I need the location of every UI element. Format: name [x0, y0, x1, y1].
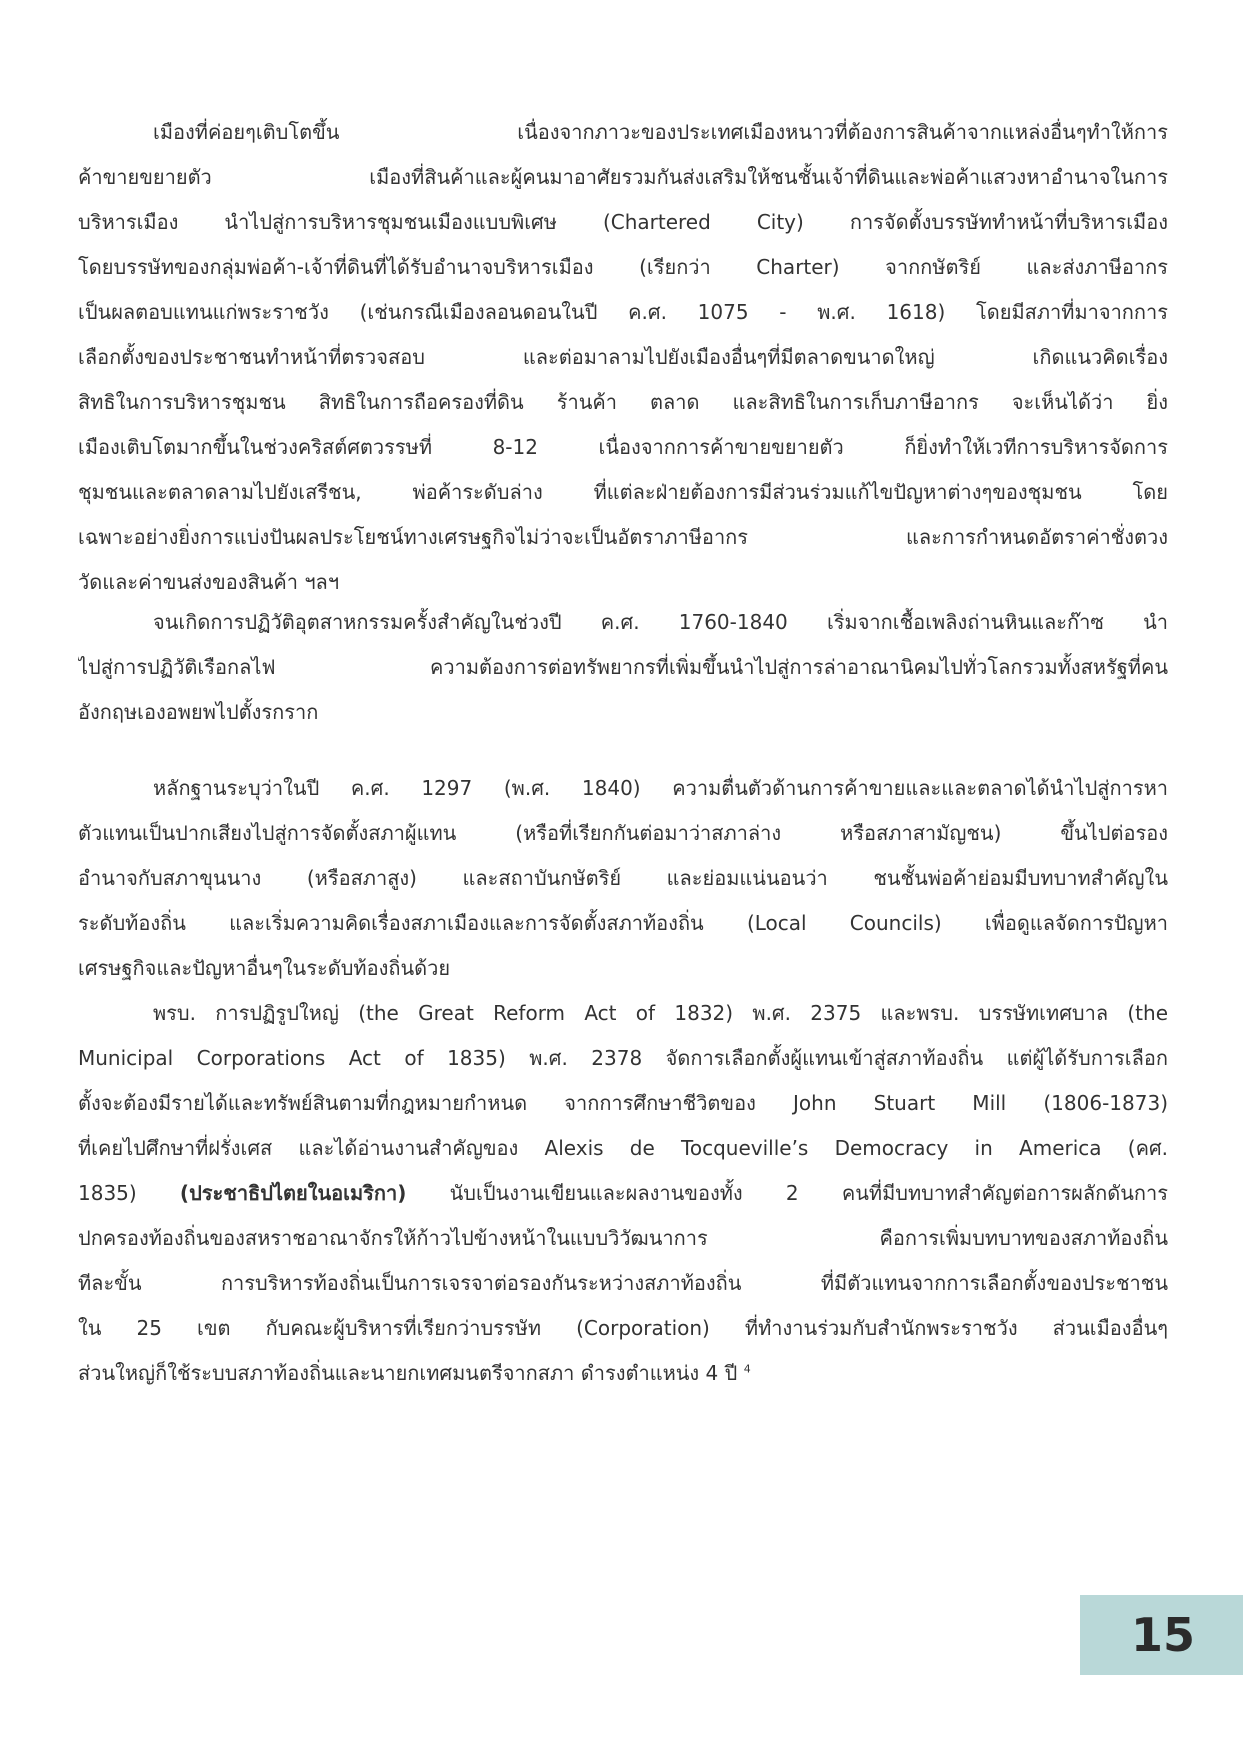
page-number: 15 — [1130, 1608, 1195, 1662]
text-line: เป็นผลตอบแทนแก่พระราชวัง (เช่นกรณีเมืองลอนดอนในปี ค.ศ. 1075 - พ.ศ. 1618) โดยมีสภาที่มาจากการ — [78, 300, 1168, 324]
text-line: ใน 25 เขต กับคณะผู้บริหารที่เรียกว่าบรรษัท (Corporation) ที่ทำงานร่วมกับสำนักพระราชวัง ส่วนเมืองอื่นๆ — [78, 1316, 1168, 1340]
text-line: เศรษฐกิจและปัญหาอื่นๆในระดับท้องถิ่นด้วย — [78, 956, 451, 980]
text-line: ที่เคยไปศึกษาที่ฝรั่งเศส และได้อ่านงานสำคัญของ Alexis de Tocqueville’s Democracy in America (คศ. — [78, 1136, 1168, 1160]
paragraph-3 — [78, 766, 1168, 991]
paragraph-2 — [78, 600, 1168, 735]
text-line-rest: นับเป็นงานเขียนและผลงานของทั้ง 2 คนที่มีบทบาทสำคัญต่อการผลักดันการ — [449, 1181, 1168, 1205]
text-line: หลักฐานระบุว่าในปี ค.ศ. 1297 (พ.ศ. 1840) ความตื่นตัวด้านการค้าขายและและตลาดได้นำไปสู่การหา — [153, 776, 1168, 800]
text-line — [78, 1351, 1168, 1396]
text-line: อำนาจกับสภาขุนนาง (หรือสภาสูง) และสถาบันกษัตริย์ และย่อมแน่นอนว่า ชนชั้นพ่อค้าย่อมมีบทบาทสำคัญใน — [78, 866, 1168, 890]
text-line: ชุมชนและตลาดลามไปยังเสรีชน, พ่อค้าระดับล่าง ที่แต่ละฝ่ายต้องการมีส่วนร่วมแก้ไขปัญหาต่างๆของชุมชน โดย — [78, 480, 1168, 504]
text-line: ไปสู่การปฏิวัติเรือกลไฟ ความต้องการต่อทรัพยากรที่เพิ่มขึ้นนำไปสู่การล่าอาณานิคมไปทั่วโลกรวมทั้งสหรัฐที่คน — [78, 655, 1168, 679]
text-line: พรบ. การปฏิรูปใหญ่ (the Great Reform Act of 1832) พ.ศ. 2375 และพรบ. บรรษัทเทศบาล (the — [153, 1001, 1168, 1025]
text-line: อังกฤษเองอพยพไปตั้งรกราก — [78, 700, 319, 724]
text-line-final: ส่วนใหญ่ก็ใช้ระบบสภาท้องถิ่นและนายกเทศมนตรีจากสภา ดำรงตำแหน่ง 4 ปี — [78, 1361, 738, 1385]
text-line: โดยบรรษัทของกลุ่มพ่อค้า-เจ้าที่ดินที่ได้รับอำนาจบริหารเมือง (เรียกว่า Charter) จากกษัตริย์ และส่งภาษีอากร — [78, 255, 1168, 279]
text-line: ตัวแทนเป็นปากเสียงไปสู่การจัดตั้งสภาผู้แทน (หรือที่เรียกกันต่อมาว่าสภาล่าง หรือสภาสามัญชน) ขึ้นไปต่อรอง — [78, 821, 1168, 845]
text-line: ตั้งจะต้องมีรายได้และทรัพย์สินตามที่กฎหมายกำหนด จากการศึกษาชีวิตของ John Stuart Mill (1806-1873) — [78, 1091, 1168, 1115]
paragraph-4 — [78, 991, 1168, 1396]
text-line: วัดและค่าขนส่งของสินค้า ฯลฯ — [78, 570, 340, 594]
text-line: ทีละขั้น การบริหารท้องถิ่นเป็นการเจรจาต่อรองกันระหว่างสภาท้องถิ่น ที่มีตัวแทนจากการเลือกตั้งของประชาชน — [78, 1271, 1168, 1295]
page-number-tab — [1080, 1595, 1243, 1675]
text-line: จนเกิดการปฏิวัติอุตสาหกรรมครั้งสำคัญในช่วงปี ค.ศ. 1760-1840 เริ่มจากเชื้อเพลิงถ่านหินและก๊าซ นำ — [153, 610, 1168, 634]
text-line: เมืองที่ค่อยๆเติบโตขึ้น เนื่องจากภาวะของประเทศเมืองหนาวที่ต้องการสินค้าจากแหล่งอื่นๆทำให้การ — [153, 120, 1168, 144]
text-line: บริหารเมือง นำไปสู่การบริหารชุมชนเมืองแบบพิเศษ (Chartered City) การจัดตั้งบรรษัททำหน้าที่บริหารเมือง — [78, 210, 1168, 234]
text-line: เฉพาะอย่างยิ่งการแบ่งปันผลประโยชน์ทางเศรษฐกิจไม่ว่าจะเป็นอัตราภาษีอากร และการกำหนดอัตราค่าชั่งตวง — [78, 525, 1168, 549]
text-line: สิทธิในการบริหารชุมชน สิทธิในการถือครองที่ดิน ร้านค้า ตลาด และสิทธิในการเก็บภาษีอากร จะเห็นได้ว่า ยิ่ง — [78, 390, 1168, 414]
text-line: เลือกตั้งของประชาชนทำหน้าที่ตรวจสอบ และต่อมาลามไปยังเมืองอื่นๆที่มีตลาดขนาดใหญ่ เกิดแนวคิดเรื่อง — [78, 345, 1168, 369]
text-line — [78, 1171, 1168, 1216]
text-line: เมืองเติบโตมากขึ้นในช่วงคริสต์ศตวรรษที่ 8-12 เนื่องจากการค้าขายขยายตัว ก็ยิ่งทำให้เวทีการบริหารจัดการ — [78, 435, 1168, 459]
bold-translation: (ประชาธิปไตยในอเมริกา) — [179, 1181, 407, 1205]
paragraph-1 — [78, 110, 1168, 605]
footnote-marker: 4 — [743, 1362, 751, 1376]
text-line: ระดับท้องถิ่น และเริ่มความคิดเรื่องสภาเมืองและการจัดตั้งสภาท้องถิ่น (Local Councils) เพื่อดูแลจัดการปัญหา — [78, 911, 1168, 935]
text-line: Municipal Corporations Act of 1835) พ.ศ. 2378 จัดการเลือกตั้งผู้แทนเข้าสู่สภาท้องถิ่น แต่ผู้ได้รับการเลือก — [78, 1046, 1168, 1070]
text-line: ปกครองท้องถิ่นของสหราชอาณาจักรให้ก้าวไปข้างหน้าในแบบวิวัฒนาการ คือการเพิ่มบทบาทของสภาท้องถิ่น — [78, 1226, 1168, 1250]
text-line-start: 1835) — [78, 1181, 137, 1205]
text-line: ค้าขายขยายตัว เมืองที่สินค้าและผู้คนมาอาศัยรวมกันส่งเสริมให้ชนชั้นเจ้าที่ดินและพ่อค้าแสวงหาอำนาจในการ — [78, 165, 1168, 189]
